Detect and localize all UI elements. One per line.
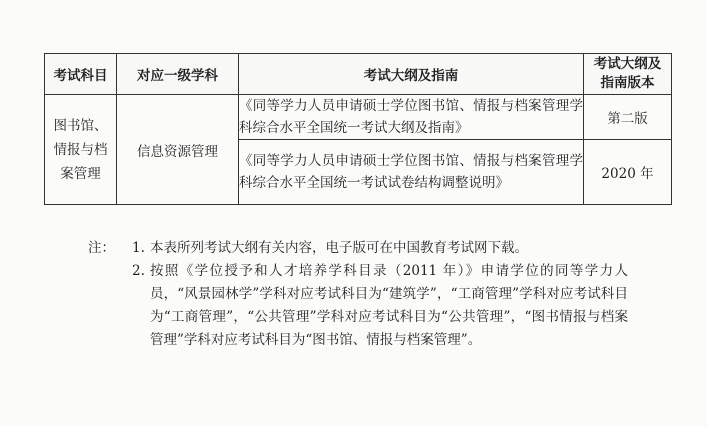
notes-section (88, 237, 628, 352)
note-text: 本表所列考试大纲有关内容，电子版可在中国教育考试网下载。 (150, 240, 528, 256)
header-version-line2: 指南版本 (600, 75, 655, 91)
subject-line: 图书馆、 (53, 117, 108, 134)
subject-line: 案管理 (60, 165, 101, 182)
note-number: 1. (132, 240, 145, 256)
version-cell-1: 第二版 (584, 95, 672, 140)
guide-cell-1: 《同等学力人员申请硕士学位图书馆、情报与档案管理学科综合水平全国统一考试大纲及指南》 (239, 95, 584, 140)
notes-label: 注： (88, 240, 115, 256)
table-row (45, 95, 672, 140)
note-item-2 (88, 260, 628, 352)
version-cell-2: 2020 年 (584, 140, 672, 205)
note-item-1 (88, 237, 628, 260)
discipline-cell: 信息资源管理 (117, 95, 239, 205)
subject-cell (45, 95, 117, 205)
header-version (584, 54, 672, 95)
header-version-line1: 考试大纲及 (593, 56, 662, 72)
header-discipline: 对应一级学科 (117, 54, 239, 95)
guide-cell-2: 《同等学力人员申请硕士学位图书馆、情报与档案管理学科综合水平全国统一考试试卷结构调整说明》 (239, 140, 584, 205)
header-subject: 考试科目 (45, 54, 117, 95)
note-number: 2. (132, 263, 145, 279)
header-guide: 考试大纲及指南 (239, 54, 584, 95)
subject-line: 情报与档 (53, 141, 108, 158)
exam-outline-table (44, 53, 672, 205)
table-header-row (45, 54, 672, 95)
note-text: 按照《学位授予和人才培养学科目录（2011 年）》申请学位的同等学力人员，“风景园林学”学科对应考试科目为“建筑学”，“工商管理”学科对应考试科目为“工商管理”，“公共管理”学科对应考试科目为“公共管理”，“图书情报与档案管理”学科对应考试科目为“图书馆、情报与档案管理”。 (150, 263, 628, 348)
